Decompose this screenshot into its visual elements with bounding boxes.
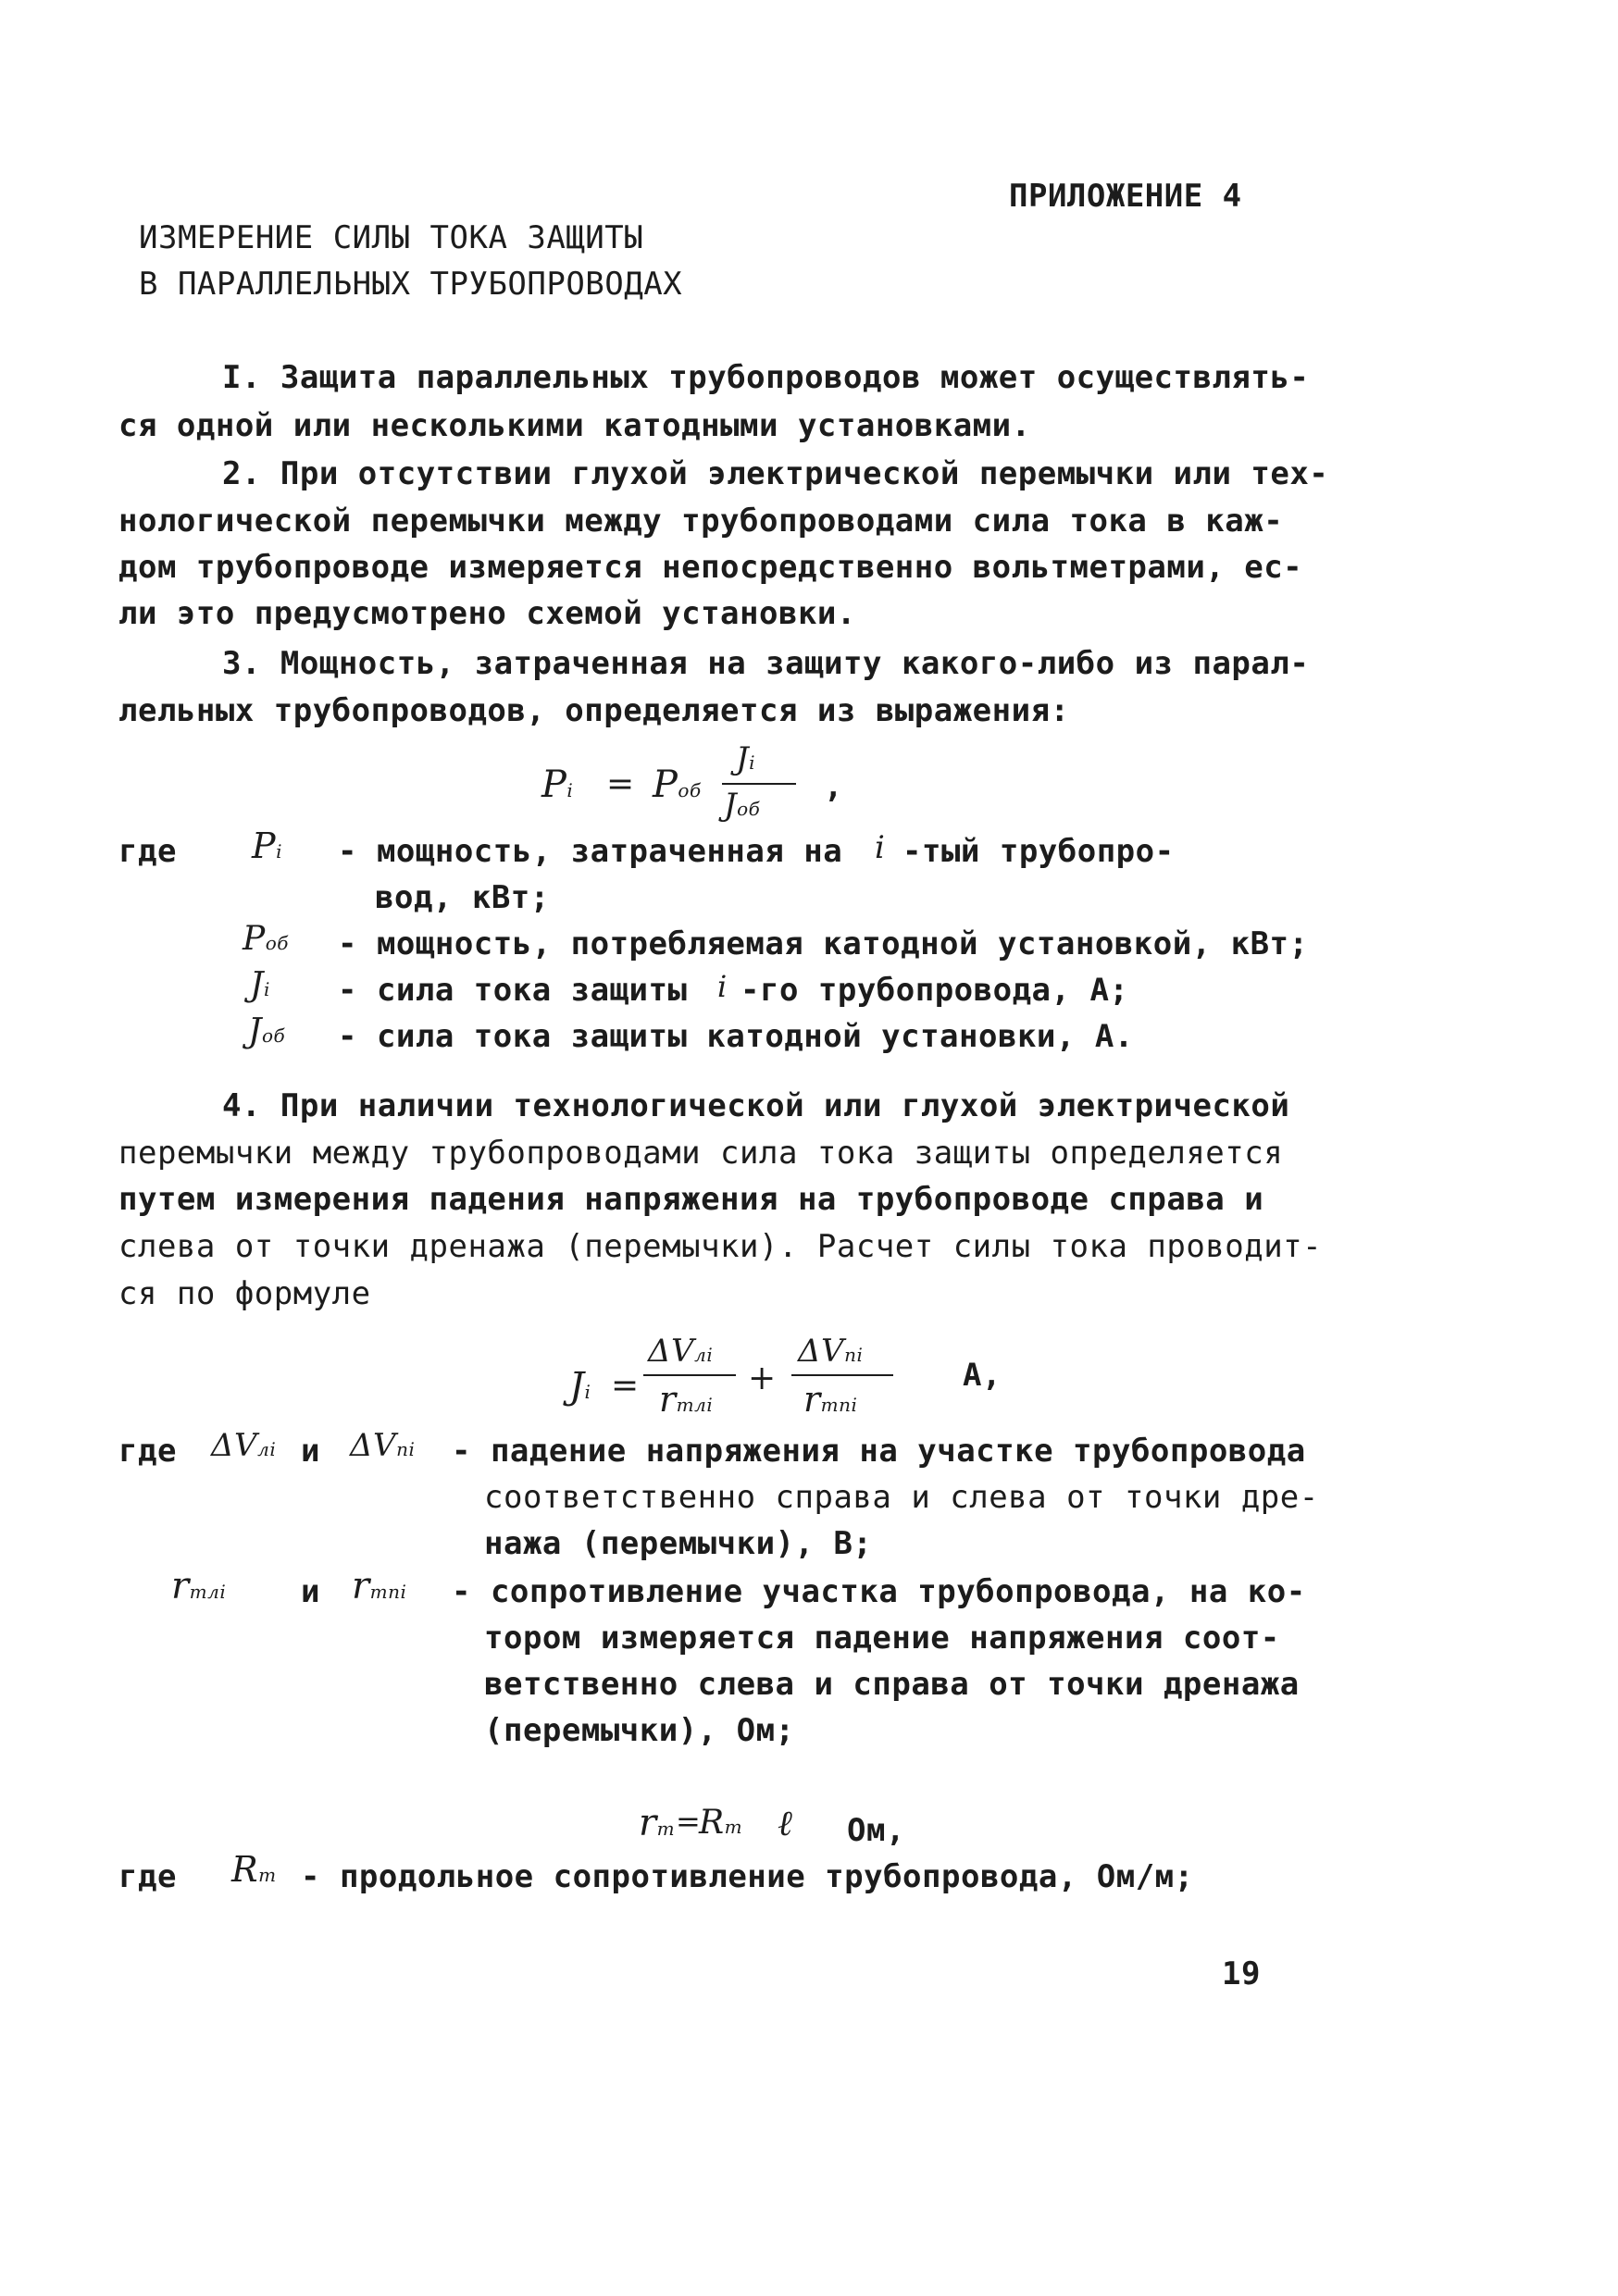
where2-sub-3: тлi xyxy=(189,1581,227,1603)
p3-line-2: лельных трубопроводов, определяется из выражения: xyxy=(118,692,1070,729)
title-line-2: В ПАРАЛЛЕЛЬНЫХ ТРУБОПРОВОДАХ xyxy=(139,266,683,303)
where2-sub-4: тпi xyxy=(369,1581,407,1603)
page-number: 19 xyxy=(1222,1955,1261,1992)
p4-line-5: ся по формуле xyxy=(118,1275,371,1312)
p1-line-2: ся одной или несколькими катодными установками. xyxy=(118,407,1031,444)
f1-fraction-bar xyxy=(722,783,796,785)
f3-eq: = xyxy=(676,1804,702,1839)
f2-lhs: J xyxy=(569,1365,585,1408)
f3-lhs: r xyxy=(639,1802,657,1844)
where2-text2-c: ветственно слева и справа от точки дренажа xyxy=(484,1666,1300,1703)
f2-fraction-bar-2 xyxy=(791,1374,893,1376)
f2-den1: r xyxy=(659,1379,677,1420)
where1-sym-3: J xyxy=(250,966,264,1004)
p2-line-3: дом трубопроводе измеряется непосредственно вольтметрами, ес- xyxy=(118,549,1303,586)
where1-inline-sym-1: i xyxy=(875,829,886,866)
where2-label: где xyxy=(118,1433,177,1470)
f3-unit: Ом, xyxy=(847,1812,905,1849)
p4-line-4: слева от точки дренажа (перемычки). Расчет силы тока проводит- xyxy=(118,1228,1323,1265)
where1-sub-1: i xyxy=(276,840,282,863)
where2-sub-2: пi xyxy=(396,1438,416,1460)
where1-sub-3: i xyxy=(263,978,270,1000)
title-line-1: ИЗМЕРЕНИЕ СИЛЫ ТОКА ЗАЩИТЫ xyxy=(139,219,644,256)
where2-and-2: и xyxy=(301,1573,320,1610)
where1-sub-2: об xyxy=(265,932,289,954)
f2-num2: ΔV xyxy=(798,1333,845,1370)
where2-text1-a: - падение напряжения на участке трубопровода xyxy=(452,1433,1306,1470)
where2-text2-b: тором измеряется падение напряжения соот- xyxy=(484,1620,1280,1657)
where2-and-1: и xyxy=(301,1433,320,1470)
f2-fraction-bar-1 xyxy=(643,1374,736,1376)
where1-text-3b: -го трубопровода, А; xyxy=(741,972,1129,1009)
p4-line-3: путем измерения падения напряжения на трубопроводе справа и xyxy=(118,1181,1264,1218)
f2-den1-sub: тлi xyxy=(676,1394,714,1416)
f2-num1: ΔV xyxy=(648,1333,695,1370)
p4-line-2: перемычки между трубопроводами сила тока защиты определяется xyxy=(118,1135,1284,1172)
f1-num-sub: i xyxy=(749,751,756,774)
p1-line-1: I. Защита параллельных трубопроводов может осуществлять- xyxy=(222,359,1310,396)
f3-var: ℓ xyxy=(778,1803,793,1843)
where2-sym-2: ΔV xyxy=(350,1427,397,1464)
f2-den2: r xyxy=(803,1379,821,1420)
f2-unit: А, xyxy=(963,1357,1002,1394)
where2-sym-3: r xyxy=(171,1565,190,1607)
f2-num2-sub: пi xyxy=(844,1344,864,1366)
f3-rhs-sub: т xyxy=(724,1816,743,1838)
f2-lhs-sub: i xyxy=(584,1381,591,1403)
where1-text-3a: - сила тока защиты xyxy=(338,972,688,1009)
where1-sub-4: об xyxy=(261,1024,286,1047)
where1-text-1a: - мощность, затраченная на xyxy=(338,833,843,870)
f2-eq: = xyxy=(611,1367,640,1405)
where1-sym-1: P xyxy=(252,825,277,866)
where1-label: где xyxy=(118,833,177,870)
p2-line-4: ли это предусмотрено схемой установки. xyxy=(118,595,856,632)
where2-text1-c: нажа (перемычки), В; xyxy=(484,1525,873,1562)
f1-tail: , xyxy=(824,768,843,805)
f1-eq: = xyxy=(606,765,635,803)
p3-line-1: 3. Мощность, затраченная на защиту какого-либо из парал- xyxy=(222,645,1310,682)
f2-num1-sub: лi xyxy=(694,1344,714,1366)
where3-sym: R xyxy=(231,1849,259,1890)
where2-sym-4: r xyxy=(352,1565,370,1607)
f1-den: J xyxy=(724,787,738,824)
f1-lhs: P xyxy=(541,763,567,806)
p2-line-1: 2. При отсутствии глухой электрической перемычки или тех- xyxy=(222,455,1329,492)
where1-text-4: - сила тока защиты катодной установки, А. xyxy=(338,1018,1134,1055)
where1-text-1c: вод, кВт; xyxy=(375,879,550,916)
p4-line-1: 4. При наличии технологической или глухой электрической xyxy=(222,1087,1290,1124)
f1-rhs-sub: об xyxy=(678,779,702,801)
f1-lhs-sub: i xyxy=(566,779,574,801)
where3-label: где xyxy=(118,1858,177,1895)
p2-line-2: нологической перемычки между трубопроводами сила тока в каж- xyxy=(118,503,1284,540)
f3-lhs-sub: т xyxy=(656,1818,676,1840)
where2-sub-1: лi xyxy=(257,1438,277,1460)
f2-plus: + xyxy=(748,1359,777,1397)
where3-sub: т xyxy=(258,1864,277,1886)
where2-sym-1: ΔV xyxy=(211,1427,258,1464)
f3-rhs: R xyxy=(699,1804,725,1842)
where2-text2-a: - сопротивление участка трубопровода, на ко- xyxy=(452,1573,1306,1610)
where2-text1-b: соответственно справа и слева от точки дре- xyxy=(484,1479,1319,1516)
where2-text2-d: (перемычки), Ом; xyxy=(484,1712,795,1749)
f2-den2-sub: тпi xyxy=(820,1394,858,1416)
where1-sym-2: P xyxy=(243,920,266,958)
where1-sym-4: J xyxy=(248,1012,262,1050)
f1-num: J xyxy=(736,740,750,777)
where1-inline-sym-3: i xyxy=(717,969,728,1004)
where1-text-1b: -тый трубопро- xyxy=(902,833,1175,870)
where1-text-2: - мощность, потребляемая катодной установкой, кВт; xyxy=(338,925,1309,962)
f1-den-sub: об xyxy=(737,798,761,820)
where3-text: - продольное сопротивление трубопровода, Ом/м; xyxy=(301,1858,1194,1895)
appendix-label: ПРИЛОЖЕНИЕ 4 xyxy=(1009,178,1242,215)
f1-rhs: P xyxy=(653,763,678,806)
